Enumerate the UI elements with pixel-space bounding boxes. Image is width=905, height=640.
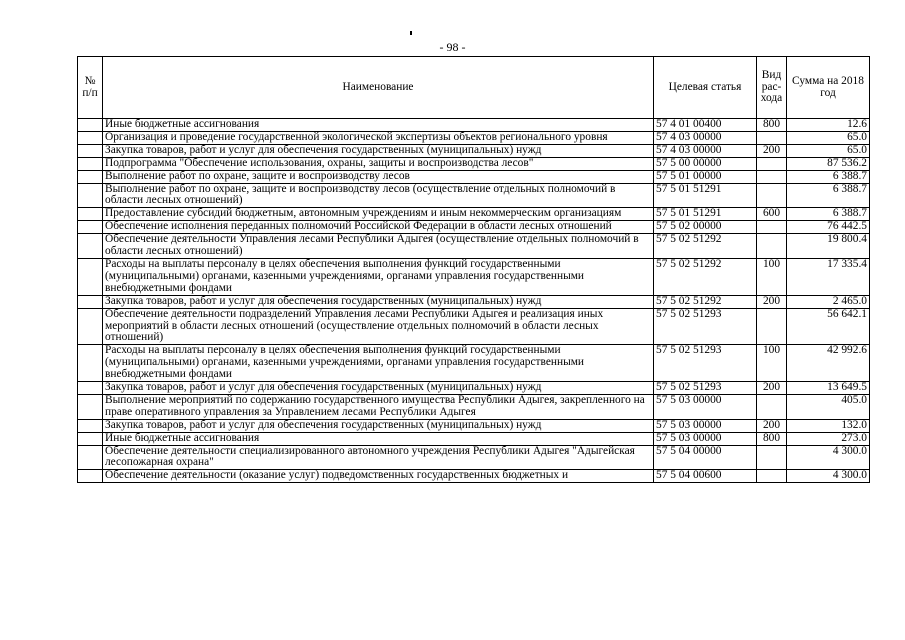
cell-num	[78, 295, 103, 308]
cell-code: 57 5 03 00000	[654, 394, 757, 419]
cell-num	[78, 119, 103, 132]
cell-vid: 200	[757, 295, 787, 308]
cell-num	[78, 221, 103, 234]
cell-vid	[757, 157, 787, 170]
cell-name: Обеспечение исполнения переданных полномочий Российской Федерации в области лесных отношений	[103, 221, 654, 234]
cell-name: Обеспечение деятельности специализированного автономного учреждения Республики Адыгея "Адыгейская лесопожарная охрана"	[103, 445, 654, 470]
cell-name: Расходы на выплаты персоналу в целях обеспечения выполнения функций государственными (муниципальными) органами, казенными учреждениями, органами управления государственными внебюджетными фондами	[103, 258, 654, 295]
cell-vid	[757, 183, 787, 208]
page-number: - 98 -	[439, 40, 466, 54]
cell-name: Закупка товаров, работ и услуг для обеспечения государственных (муниципальных) нужд	[103, 382, 654, 395]
cell-name: Выполнение мероприятий по содержанию государственного имущества Республики Адыгея, закрепленного на праве оперативного управления за Управлением лесами Республики Адыгея	[103, 394, 654, 419]
cell-vid: 100	[757, 345, 787, 382]
cell-name: Закупка товаров, работ и услуг для обеспечения государственных (муниципальных) нужд	[103, 144, 654, 157]
cell-name: Обеспечение деятельности Управления лесами Республики Адыгея (осуществление отдельных полномочий в области лесных отношений)	[103, 234, 654, 259]
header-sum: Сумма на 2018 год	[787, 57, 870, 119]
cell-code: 57 5 02 51292	[654, 234, 757, 259]
cell-num	[78, 394, 103, 419]
table-body	[78, 119, 870, 483]
cell-code: 57 5 04 00000	[654, 445, 757, 470]
header-code: Целевая статья	[654, 57, 757, 119]
cell-sum: 132.0	[787, 419, 870, 432]
cell-num	[78, 470, 103, 483]
cell-code: 57 5 02 51293	[654, 382, 757, 395]
cell-code: 57 5 02 51293	[654, 308, 757, 345]
cell-vid	[757, 131, 787, 144]
cell-vid: 200	[757, 382, 787, 395]
cell-sum: 12.6	[787, 119, 870, 132]
cell-vid: 200	[757, 419, 787, 432]
table-row	[78, 345, 870, 382]
cell-num	[78, 445, 103, 470]
table-row	[78, 394, 870, 419]
cell-code: 57 5 03 00000	[654, 419, 757, 432]
cell-num	[78, 419, 103, 432]
cell-code: 57 5 00 00000	[654, 157, 757, 170]
cell-vid: 800	[757, 119, 787, 132]
cell-code: 57 5 03 00000	[654, 432, 757, 445]
table-row	[78, 258, 870, 295]
cell-sum: 76 442.5	[787, 221, 870, 234]
header-vid: Вид рас-хода	[757, 57, 787, 119]
table-header-row	[78, 57, 870, 119]
table-row	[78, 234, 870, 259]
cell-num	[78, 258, 103, 295]
table-row	[78, 170, 870, 183]
cell-name: Подпрограмма "Обеспечение использования, охраны, защиты и воспроизводства лесов"	[103, 157, 654, 170]
cell-name: Расходы на выплаты персоналу в целях обеспечения выполнения функций государственными (муниципальными) органами, казенными учреждениями, органами управления государственными внебюджетными фондами	[103, 345, 654, 382]
cell-num	[78, 432, 103, 445]
cell-sum: 65.0	[787, 144, 870, 157]
cell-num	[78, 382, 103, 395]
cell-sum: 13 649.5	[787, 382, 870, 395]
cell-sum: 405.0	[787, 394, 870, 419]
cell-vid	[757, 394, 787, 419]
cell-code: 57 5 04 00600	[654, 470, 757, 483]
table-row	[78, 432, 870, 445]
cell-code: 57 4 01 00400	[654, 119, 757, 132]
scan-mark	[410, 31, 412, 35]
cell-vid: 200	[757, 144, 787, 157]
cell-sum: 19 800.4	[787, 234, 870, 259]
cell-code: 57 4 03 00000	[654, 144, 757, 157]
cell-num	[78, 144, 103, 157]
cell-vid	[757, 234, 787, 259]
cell-vid	[757, 445, 787, 470]
cell-vid: 600	[757, 208, 787, 221]
cell-vid: 100	[757, 258, 787, 295]
table-row	[78, 144, 870, 157]
cell-num	[78, 157, 103, 170]
cell-code: 57 5 01 51291	[654, 208, 757, 221]
cell-num	[78, 234, 103, 259]
table-row	[78, 131, 870, 144]
cell-vid	[757, 470, 787, 483]
table-row	[78, 419, 870, 432]
cell-sum: 6 388.7	[787, 183, 870, 208]
cell-sum: 42 992.6	[787, 345, 870, 382]
cell-code: 57 5 02 51292	[654, 258, 757, 295]
cell-num	[78, 345, 103, 382]
cell-code: 57 4 03 00000	[654, 131, 757, 144]
table-row	[78, 470, 870, 483]
table-row	[78, 183, 870, 208]
cell-name: Выполнение работ по охране, защите и воспроизводству лесов	[103, 170, 654, 183]
table-row	[78, 295, 870, 308]
cell-code: 57 5 02 00000	[654, 221, 757, 234]
cell-num	[78, 308, 103, 345]
cell-sum: 6 388.7	[787, 170, 870, 183]
cell-code: 57 5 02 51292	[654, 295, 757, 308]
cell-name: Предоставление субсидий бюджетным, автономным учреждениям и иным некоммерческим организациям	[103, 208, 654, 221]
cell-code: 57 5 01 00000	[654, 170, 757, 183]
cell-sum: 56 642.1	[787, 308, 870, 345]
cell-name: Иные бюджетные ассигнования	[103, 119, 654, 132]
cell-name: Закупка товаров, работ и услуг для обеспечения государственных (муниципальных) нужд	[103, 295, 654, 308]
cell-name: Организация и проведение государственной экологической экспертизы объектов регионального уровня	[103, 131, 654, 144]
cell-sum: 17 335.4	[787, 258, 870, 295]
cell-sum: 87 536.2	[787, 157, 870, 170]
table-row	[78, 308, 870, 345]
header-num: № п/п	[78, 57, 103, 119]
table-row	[78, 221, 870, 234]
cell-sum: 4 300.0	[787, 445, 870, 470]
cell-vid: 800	[757, 432, 787, 445]
budget-table	[77, 56, 870, 483]
cell-num	[78, 208, 103, 221]
cell-vid	[757, 221, 787, 234]
cell-sum: 273.0	[787, 432, 870, 445]
cell-name: Иные бюджетные ассигнования	[103, 432, 654, 445]
table-row	[78, 157, 870, 170]
cell-sum: 4 300.0	[787, 470, 870, 483]
cell-name: Выполнение работ по охране, защите и воспроизводству лесов (осуществление отдельных полномочий в области лесных отношений)	[103, 183, 654, 208]
cell-name: Обеспечение деятельности подразделений Управления лесами Республики Адыгея и реализация иных мероприятий в области лесных отношений (осуществление отдельных полномочий в области лесных отношений)	[103, 308, 654, 345]
cell-sum: 65.0	[787, 131, 870, 144]
cell-name: Обеспечение деятельности (оказание услуг) подведомственных государственных бюджетных и	[103, 470, 654, 483]
table-row	[78, 445, 870, 470]
cell-code: 57 5 02 51293	[654, 345, 757, 382]
cell-vid	[757, 308, 787, 345]
table-row	[78, 119, 870, 132]
cell-sum: 2 465.0	[787, 295, 870, 308]
cell-num	[78, 131, 103, 144]
table-row	[78, 208, 870, 221]
cell-num	[78, 183, 103, 208]
cell-sum: 6 388.7	[787, 208, 870, 221]
header-name: Наименование	[103, 57, 654, 119]
cell-vid	[757, 170, 787, 183]
cell-num	[78, 170, 103, 183]
table-row	[78, 382, 870, 395]
cell-name: Закупка товаров, работ и услуг для обеспечения государственных (муниципальных) нужд	[103, 419, 654, 432]
cell-code: 57 5 01 51291	[654, 183, 757, 208]
